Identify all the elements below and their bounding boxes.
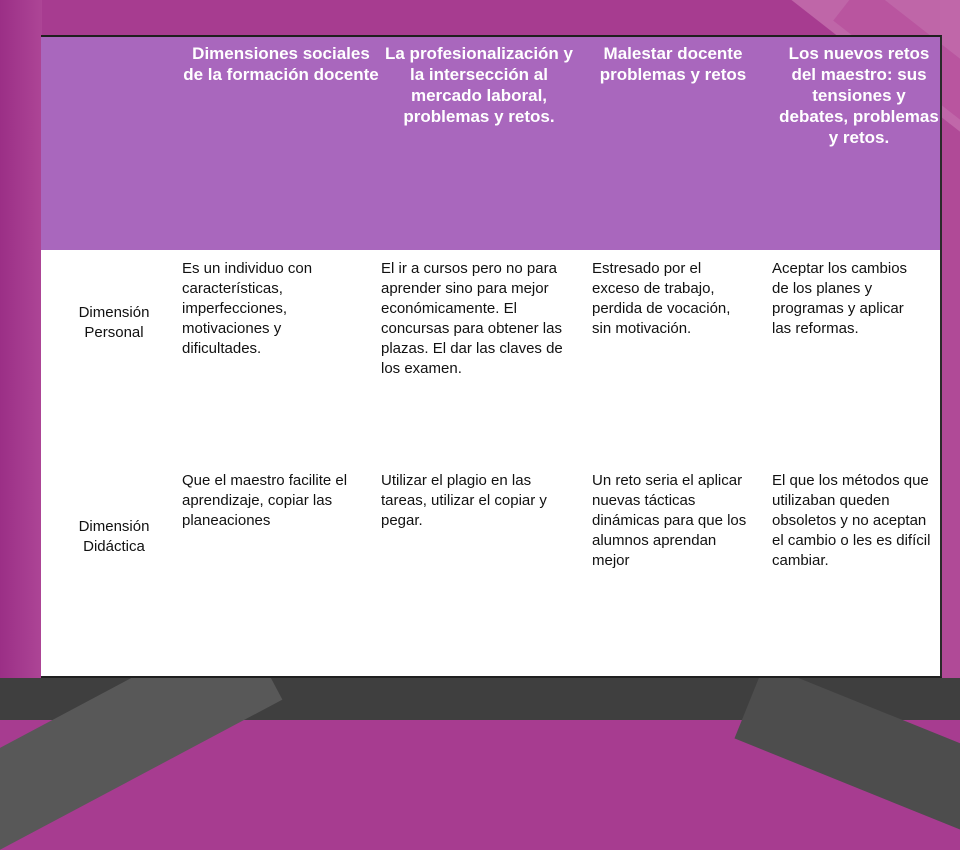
table-cell: Un reto seria el aplicar nuevas tácticas dinámicas para que los alumnos aprendan mejor <box>592 472 747 569</box>
table-cell: El ir a cursos pero no para aprender sino para mejor económicamente. El concursas para obtener las plazas. El dar las claves de los examen. <box>381 260 563 377</box>
table-header-row <box>41 37 940 250</box>
table-cell: Es un individuo con características, imperfecciones, motivaciones y dificultades. <box>182 260 313 357</box>
table-cell: Aceptar los cambios de los planes y programas y aplicar las reformas. <box>772 260 908 337</box>
header-cell-profesionalizacion: La profesionalización y la intersección al mercado laboral, problemas y retos. <box>385 44 573 126</box>
header-cell-dimensiones-sociales: Dimensiones sociales de la formación docente <box>183 44 379 84</box>
header-cell-malestar-docente: Malestar docente problemas y retos <box>599 44 747 84</box>
row-label-dimension-personal: Dimensión Personal <box>78 304 150 341</box>
table-cell: El que los métodos que utilizaban queden obsoletos y no aceptan el cambio o les es difícil cambiar. <box>772 472 931 569</box>
comparison-table <box>41 35 942 678</box>
table-cell: Utilizar el plagio en las tareas, utilizar el copiar y pegar. <box>381 472 547 529</box>
table-cell: Estresado por el exceso de trabajo, perdida de vocación, sin motivación. <box>592 260 731 337</box>
row-label-dimension-didactica: Dimensión Didáctica <box>78 518 150 555</box>
table-cell: Que el maestro facilite el aprendizaje, copiar las planeaciones <box>182 472 348 529</box>
background-left-band <box>0 0 42 720</box>
header-cell-nuevos-retos: Los nuevos retos del maestro: sus tensiones y debates, problemas y retos. <box>779 44 939 147</box>
